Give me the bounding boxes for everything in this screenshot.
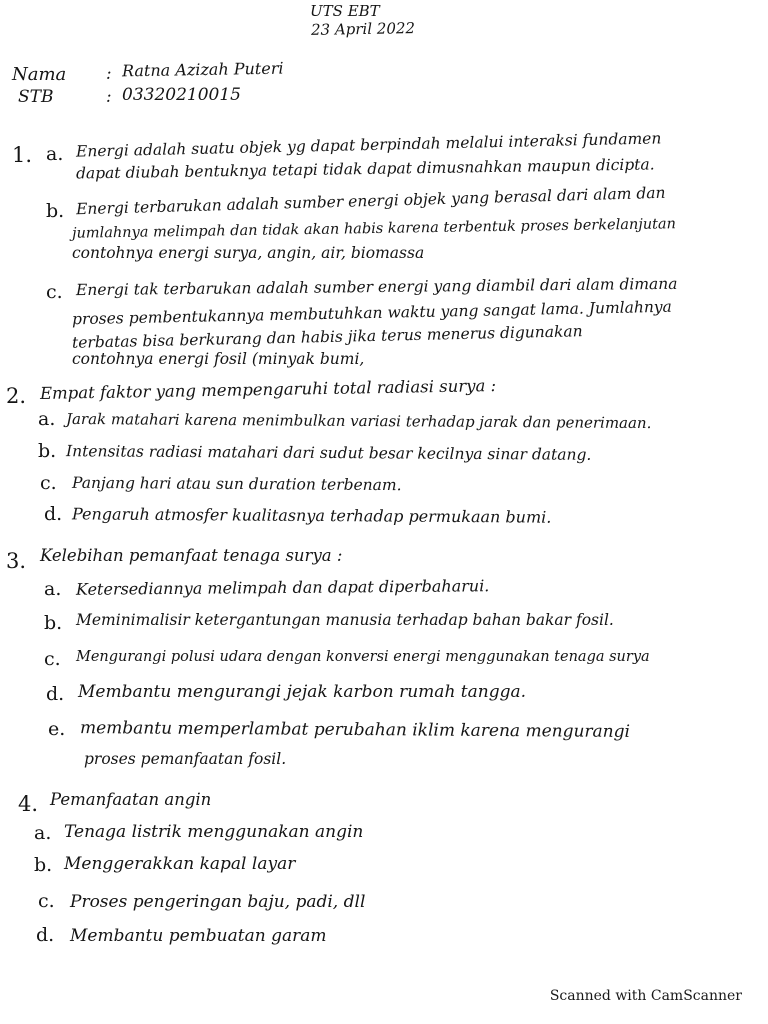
question-3-marker-b: b.	[44, 612, 63, 634]
question-3-title: Kelebihan pemanfaat tenaga surya :	[40, 546, 343, 565]
question-3-marker-d: d.	[46, 683, 65, 705]
question-4-marker-b: b.	[34, 854, 53, 876]
question-1-marker-a: a.	[46, 143, 64, 165]
question-1b-line-1: Energi terbarukan adalah sumber energi objek yang berasal dari alam dan	[75, 183, 666, 219]
question-1c-line-1: Energi tak terbarukan adalah sumber energi yang diambil dari alam dimana	[75, 274, 678, 300]
id-separator: :	[106, 87, 112, 106]
id-label: STB	[18, 87, 54, 107]
question-1c-line-4: contohnya energi fosil (minyak bumi,	[72, 350, 365, 368]
exam-date: 23 April 2022	[310, 19, 416, 39]
question-4-number: 4.	[18, 792, 39, 816]
exam-title: UTS EBT	[310, 2, 380, 20]
question-4-marker-c: c.	[38, 890, 55, 912]
question-1-marker-c: c.	[46, 281, 63, 303]
question-4c-line-1: Proses pengeringan baju, padi, dll	[70, 892, 366, 912]
id-value: 03320210015	[122, 85, 241, 105]
question-2-number: 2.	[6, 384, 27, 408]
question-4b-line-1: Menggerakkan kapal layar	[64, 854, 296, 874]
question-2-marker-b: b.	[38, 440, 57, 462]
name-separator: :	[106, 64, 112, 83]
question-1a-line-2: dapat diubah bentuknya tetapi tidak dapat dimusnahkan maupun dicipta.	[75, 155, 655, 183]
camscanner-watermark: Scanned with CamScanner	[549, 988, 742, 1004]
question-2-marker-a: a.	[38, 408, 56, 430]
question-1-number: 1.	[12, 143, 33, 167]
question-1c-line-2: proses pembentukannya membutuhkan waktu yang sangat lama. Jumlahnya	[71, 297, 673, 329]
question-3-number: 3.	[6, 549, 27, 573]
question-3-marker-c: c.	[44, 648, 61, 670]
question-4-title: Pemanfaatan angin	[50, 790, 212, 809]
question-3b-line-1: Meminimalisir ketergantungan manusia terhadap bahan bakar fosil.	[76, 611, 614, 629]
question-2-marker-c: c.	[40, 472, 57, 494]
question-1b-line-3: contohnya energi surya, angin, air, biomassa	[72, 244, 425, 262]
question-3e-line-2: proses pemanfaatan fosil.	[84, 750, 287, 768]
question-1a-line-1: Energi adalah suatu objek yg dapat berpindah melalui interaksi fundamen	[75, 129, 662, 161]
question-3c-line-1: Mengurangi polusi udara dengan konversi energi menggunakan tenaga surya	[76, 649, 650, 665]
name-label: Nama	[12, 64, 67, 85]
question-4-marker-a: a.	[34, 822, 52, 844]
question-1b-line-2: jumlahnya melimpah dan tidak akan habis karena terbentuk proses berkelanjutan	[71, 216, 677, 242]
name-value: Ratna Azizah Puteri	[121, 58, 284, 81]
question-3a-line-1: Ketersediannya melimpah dan dapat diperbaharui.	[75, 576, 490, 599]
question-4a-line-1: Tenaga listrik menggunakan angin	[64, 822, 364, 842]
question-2d-line-1: Pengaruh atmosfer kualitasnya terhadap permukaan bumi.	[71, 504, 552, 527]
question-2-marker-d: d.	[44, 503, 63, 525]
question-2b-line-1: Intensitas radiasi matahari dari sudut besar kecilnya sinar datang.	[65, 442, 592, 464]
question-2-title: Empat faktor yang mempengaruhi total radiasi surya :	[39, 376, 497, 403]
question-3d-line-1: Membantu mengurangi jejak karbon rumah tangga.	[78, 682, 527, 702]
question-3-marker-e: e.	[48, 718, 66, 740]
question-3-marker-a: a.	[44, 578, 62, 600]
question-3e-line-1: membantu memperlambat perubahan iklim karena mengurangi	[79, 718, 631, 742]
question-4-marker-d: d.	[36, 924, 55, 946]
question-1-marker-b: b.	[46, 200, 65, 222]
question-1c-line-3: terbatas bisa berkurang dan habis jika terus menerus digunakan	[71, 322, 583, 352]
question-2c-line-1: Panjang hari atau sun duration terbenam.	[71, 473, 402, 495]
question-2a-line-1: Jarak matahari karena menimbulkan variasi terhadap jarak dan penerimaan.	[65, 409, 652, 433]
question-4d-line-1: Membantu pembuatan garam	[70, 926, 327, 946]
